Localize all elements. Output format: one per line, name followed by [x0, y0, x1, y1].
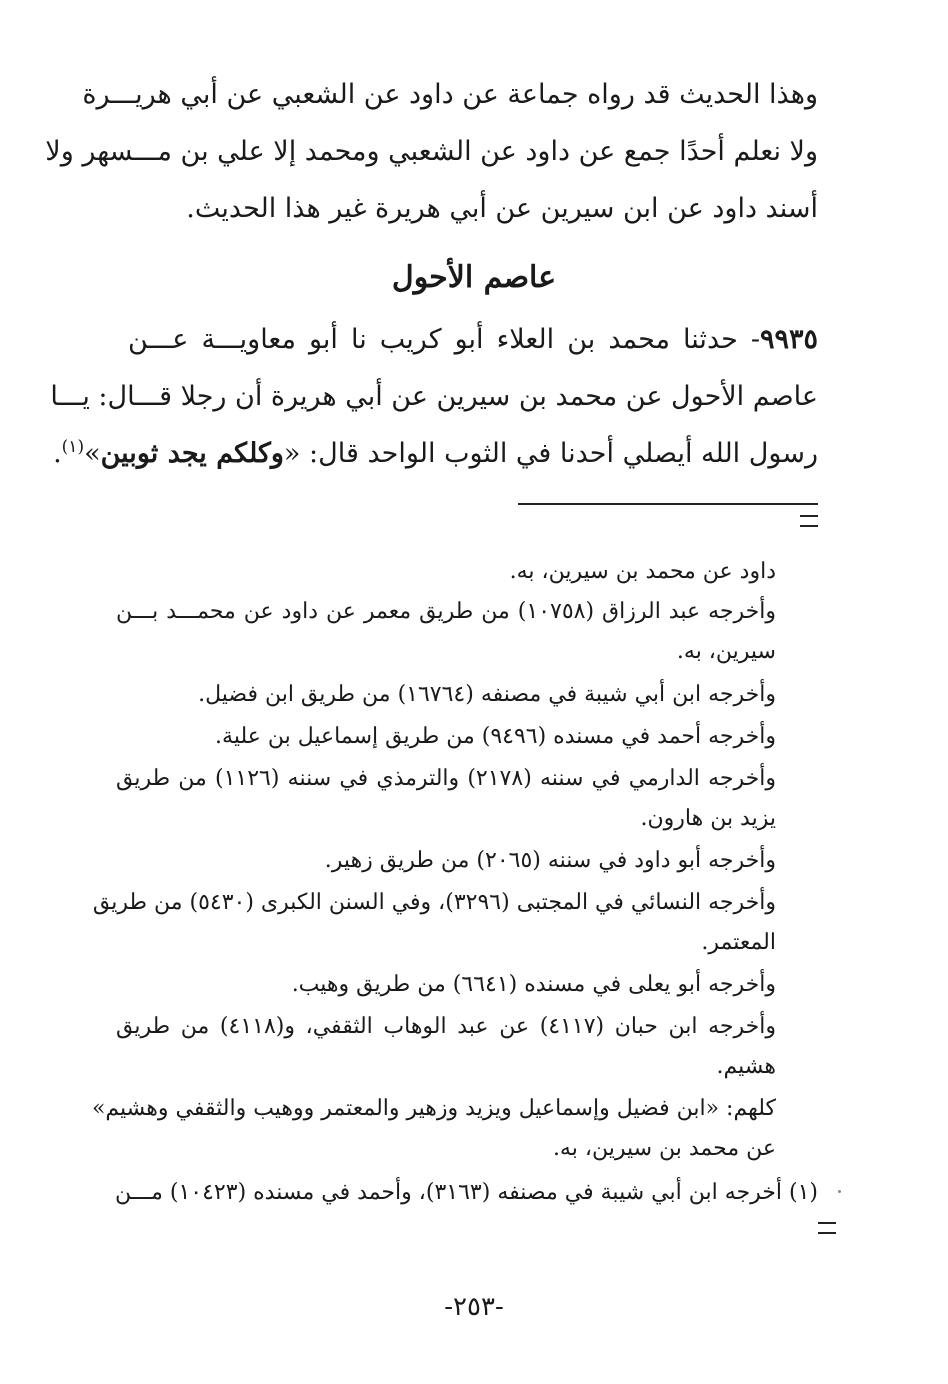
page-number: -٢٥٣- [444, 1292, 504, 1322]
footnote-line-4: وأخرجه ابن أبي شيبة في مصنفه (١٦٧٦٤) من طريق ابن فضيل. [198, 682, 776, 707]
footnote-line-2: وأخرجه عبد الرزاق (١٠٧٥٨) من طريق معمر عن داود عن محمـــد بـــن [116, 599, 776, 624]
hadith-line-2: عاصم الأحول عن محمد بن سيرين عن أبي هريرة أن رجلا قـــال: يـــا [50, 381, 818, 412]
footnote-line-13: هشيم. [716, 1054, 776, 1079]
section-title: عاصم الأحول [391, 260, 557, 295]
footnote-line-15: عن محمد بن سيرين، به. [552, 1136, 776, 1161]
footnote-line-10: المعتمر. [701, 930, 776, 955]
intro-line-3: أسند داود عن ابن سيرين عن أبي هريرة غير هذا الحديث. [186, 193, 818, 224]
footnote-line-11: وأخرجه أبو يعلى في مسنده (٦٦٤١) من طريق وهيب. [291, 972, 776, 997]
footnote-line-7: يزيد بن هارون. [640, 806, 776, 831]
hadith-line-3-text: رسول الله أيصلي أحدنا في الثوب الواحد قال: « [283, 438, 818, 469]
continuation-mark-bottom [818, 1222, 836, 1234]
hadith-line-1 [128, 323, 818, 363]
footnote-divider [518, 503, 818, 505]
intro-line-2: ولا نعلم أحدًا جمع عن داود عن الشعبي ومحمد إلا علي بن مـــسهر ولا [45, 136, 818, 167]
footnote-line-12: وأخرجه ابن حبان (٤١١٧) عن عبد الوهاب الثقفي، و(٤١١٨) من طريق [116, 1014, 776, 1039]
sentence-end: . [53, 438, 62, 469]
footnote-line-14: كلهم: «ابن فضيل وإسماعيل ويزيد وزهير والمعتمر ووهيب والثقفي وهشيم» [91, 1096, 776, 1121]
footnote-1: (١) أخرجه ابن أبي شيبة في مصنفه (٣١٦٣)، وأحمد في مسنده (١٠٤٢٣) مـــن [115, 1180, 818, 1205]
prophet-saying: وكلكم يجد ثوبين [100, 438, 284, 469]
quote-close: » [84, 438, 101, 469]
footnote-line-1: داود عن محمد بن سيرين، به. [509, 559, 776, 584]
hadith-line-3 [53, 437, 818, 477]
footnote-line-3: سيرين، به. [676, 639, 776, 664]
footnote-line-9: وأخرجه النسائي في المجتبى (٣٢٩٦)، وفي السنن الكبرى (٥٤٣٠) من طريق [92, 890, 776, 915]
intro-line-1: وهذا الحديث قد رواه جماعة عن داود عن الشعبي عن أبي هريـــرة [82, 79, 818, 110]
footnote-ref: (١) [61, 437, 85, 457]
margin-dot [838, 1190, 841, 1193]
footnote-line-5: وأخرجه أحمد في مسنده (٩٤٩٦) من طريق إسماعيل بن علية. [215, 724, 776, 749]
footnote-line-8: وأخرجه أبو داود في سننه (٢٠٦٥) من طريق زهير. [324, 848, 776, 873]
hadith-number: ٩٩٣٥ [759, 324, 818, 355]
hadith-line-1-text: - حدثنا محمد بن العلاء أبو كريب نا أبو معاويـــة عـــن [128, 324, 760, 355]
continuation-mark-top [800, 515, 818, 527]
footnote-line-6: وأخرجه الدارمي في سننه (٢١٧٨) والترمذي في سننه (١١٢٦) من طريق [116, 766, 776, 791]
